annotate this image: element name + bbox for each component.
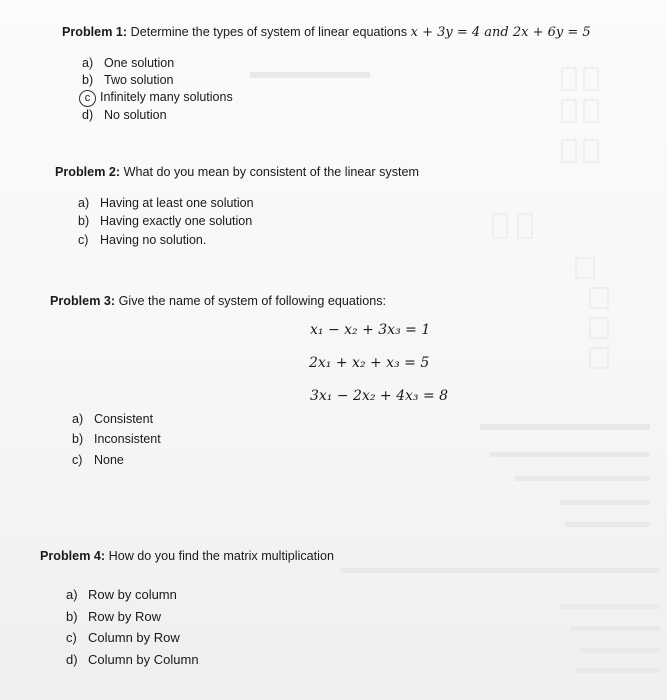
equation-3: 3x₁ − 2x₂ + 4x₃ = 8	[310, 388, 449, 404]
equation-1: x₁ − x₂ + 3x₃ = 1	[310, 322, 431, 338]
problem-1-title: Problem 1: Determine the types of system of linear equations x + 3y = 4 and 2x + 6y = 5	[62, 25, 591, 40]
problem-1-option-d: d) No solution	[82, 108, 167, 122]
problem-4-option-a: a) Row by column	[66, 587, 177, 602]
problem-2-option-a: a) Having at least one solution	[78, 196, 254, 210]
problem-3-title: Problem 3: Give the name of system of following equations:	[50, 294, 387, 308]
problem-2-option-c: c) Having no solution.	[78, 233, 207, 247]
problem-2-option-b: b) Having exactly one solution	[78, 214, 253, 228]
problem-4-option-c: c) Column by Row	[66, 630, 180, 645]
problem-1-option-b: b) Two solution	[82, 73, 174, 87]
problem-4-title: Problem 4: How do you find the matrix multiplication	[40, 549, 334, 563]
problem-2-title: Problem 2: What do you mean by consistent of the linear system	[55, 165, 419, 179]
problem-3-option-b: b) Inconsistent	[72, 432, 161, 446]
problem-1-option-c: c Infinitely many solutions	[82, 90, 233, 107]
problem-3-option-a: a) Consistent	[72, 412, 154, 426]
equation-2: 2x₁ + x₂ + x₃ = 5	[309, 355, 430, 371]
problem-1-option-a: a) One solution	[82, 56, 175, 70]
circled-answer-mark: c	[79, 90, 96, 107]
problem-3-option-c: c) None	[72, 453, 124, 467]
problem-4-option-b: b) Row by Row	[66, 609, 161, 624]
problem-4-option-d: d) Column by Column	[66, 652, 199, 667]
problem-1-expression: x + 3y = 4 and 2x + 6y = 5	[410, 25, 591, 40]
